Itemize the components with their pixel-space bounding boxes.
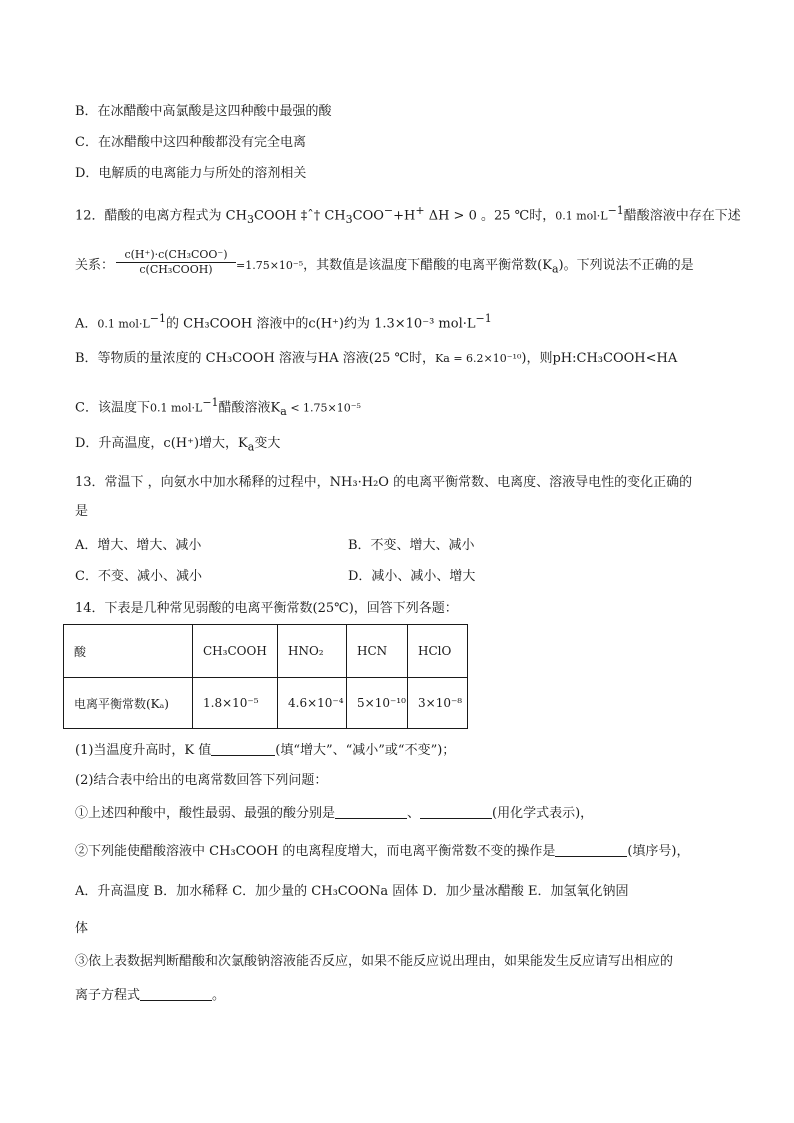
q14-sub2-options: A．升高温度 B．加水稀释 C．加少量的 CH₃COONa 固体 D．加少量冰醋酸 E．加氢氧化钠固: [75, 884, 629, 899]
q14-stem: 14．下表是几种常见弱酸的电离平衡常数(25℃)，回答下列各题：: [75, 601, 458, 616]
table-cell: 5×10⁻¹⁰: [347, 678, 408, 729]
fraction-denominator: c(CH₃COOH): [116, 262, 236, 277]
q12-option-d: D．升高温度，c(H⁺)增大，$K_a$变大: [75, 436, 281, 454]
table-cell: 4.6×10⁻⁴: [278, 678, 347, 729]
q12-option-c: C．该温度下0.1 $mol\cdot L^{-1}$醋酸溶液$K_a < 1.75\times 10^{-5}$: [75, 396, 361, 418]
q13-option-c: C．不变、减小、减小: [75, 569, 202, 584]
ka-table: [63, 624, 468, 729]
q14-sub2-options-cont: 体: [75, 921, 89, 936]
q14-sub3: ③依上表数据判断醋酸和次氯酸钠溶液能否反应，如果不能反应说出理由，如果能发生反应请写出相应的: [75, 954, 674, 969]
answer-blank[interactable]: [420, 804, 492, 819]
q14-sub2: ②下列能使醋酸溶液中 CH₃COOH 的电离程度增大，而电离平衡常数不变的操作是 (填序号)，: [75, 844, 690, 859]
table-row: [64, 625, 468, 678]
table-row: [64, 678, 468, 729]
answer-blank[interactable]: [140, 986, 212, 1001]
table-cell: HNO₂: [278, 625, 347, 678]
q13-stem-line2: 是: [75, 504, 89, 519]
q14-sub1: ①上述四种酸中，酸性最弱、最强的酸分别是 、 (用化学式表示)，: [75, 806, 594, 821]
q13-stem-line1: 13．常温下 ，向氨水中加水稀释的过程中，NH₃·H₂O 的电离平衡常数、电离度、溶液导电性的变化正确的: [75, 475, 693, 490]
table-cell: HClO: [408, 625, 468, 678]
q11-option-d: D．电解质的电离能力与所处的溶剂相关: [75, 166, 307, 181]
table-cell: 3×10⁻⁸: [408, 678, 468, 729]
q12-relation-rest: =1.75×10⁻⁵，其数值是该温度下醋酸的电离平衡常数$(K_a)$。下列说法不正确的是: [236, 258, 694, 276]
q11-option-b: B．在冰醋酸中高氯酸是这四种酸中最强的酸: [75, 104, 332, 119]
q13-option-b: B．不变、增大、减小: [348, 538, 475, 553]
q14-part2: (2)结合表中给出的电离常数回答下列问题：: [75, 773, 328, 788]
q12-option-b: B．等物质的量浓度的 CH₃COOH 溶液与HA 溶液(25 ℃时，Ka = 6.2×10⁻¹⁰)，则pH:CH₃COOH<HA: [75, 351, 678, 366]
q12-stem-line1: 12．醋酸的电离方程式为 $CH_3COOH$ ‡ˆ† $CH_3COO^-+H^+$ ΔH > 0 。25 ℃时，0.1 $mol\cdot L^{-1}$醋酸溶液中存在下述: [75, 204, 741, 226]
table-cell: HCN: [347, 625, 408, 678]
answer-blank[interactable]: [211, 741, 275, 756]
q14-sub3-line2: 离子方程式 。: [75, 988, 226, 1003]
q12-ka-fraction: [116, 248, 236, 277]
table-cell: CH₃COOH: [193, 625, 278, 678]
q11-option-c: C．在冰醋酸中这四种酸都没有完全电离: [75, 135, 306, 150]
q12-option-a: A．0.1 $mol\cdot L^{-1}$的 CH₃COOH 溶液中的c(H⁺)约为 1.3×10⁻³ $mol\cdot L^{-1}$: [75, 312, 492, 332]
answer-blank[interactable]: [335, 804, 407, 819]
q14-part1: (1)当温度升高时，K 值 (填“增大”、“减小”或“不变”)；: [75, 743, 456, 758]
table-cell: 电离平衡常数(Kₐ): [64, 678, 193, 729]
q13-option-d: D．减小、减小、增大: [348, 569, 476, 584]
q13-option-a: A．增大、增大、减小: [75, 538, 202, 553]
q12-relation-prefix: 关系：: [75, 258, 115, 273]
table-cell: 1.8×10⁻⁵: [193, 678, 278, 729]
table-cell: 酸: [64, 625, 193, 678]
fraction-numerator: c(H⁺)·c(CH₃COO⁻): [124, 248, 228, 261]
answer-blank[interactable]: [555, 842, 627, 857]
